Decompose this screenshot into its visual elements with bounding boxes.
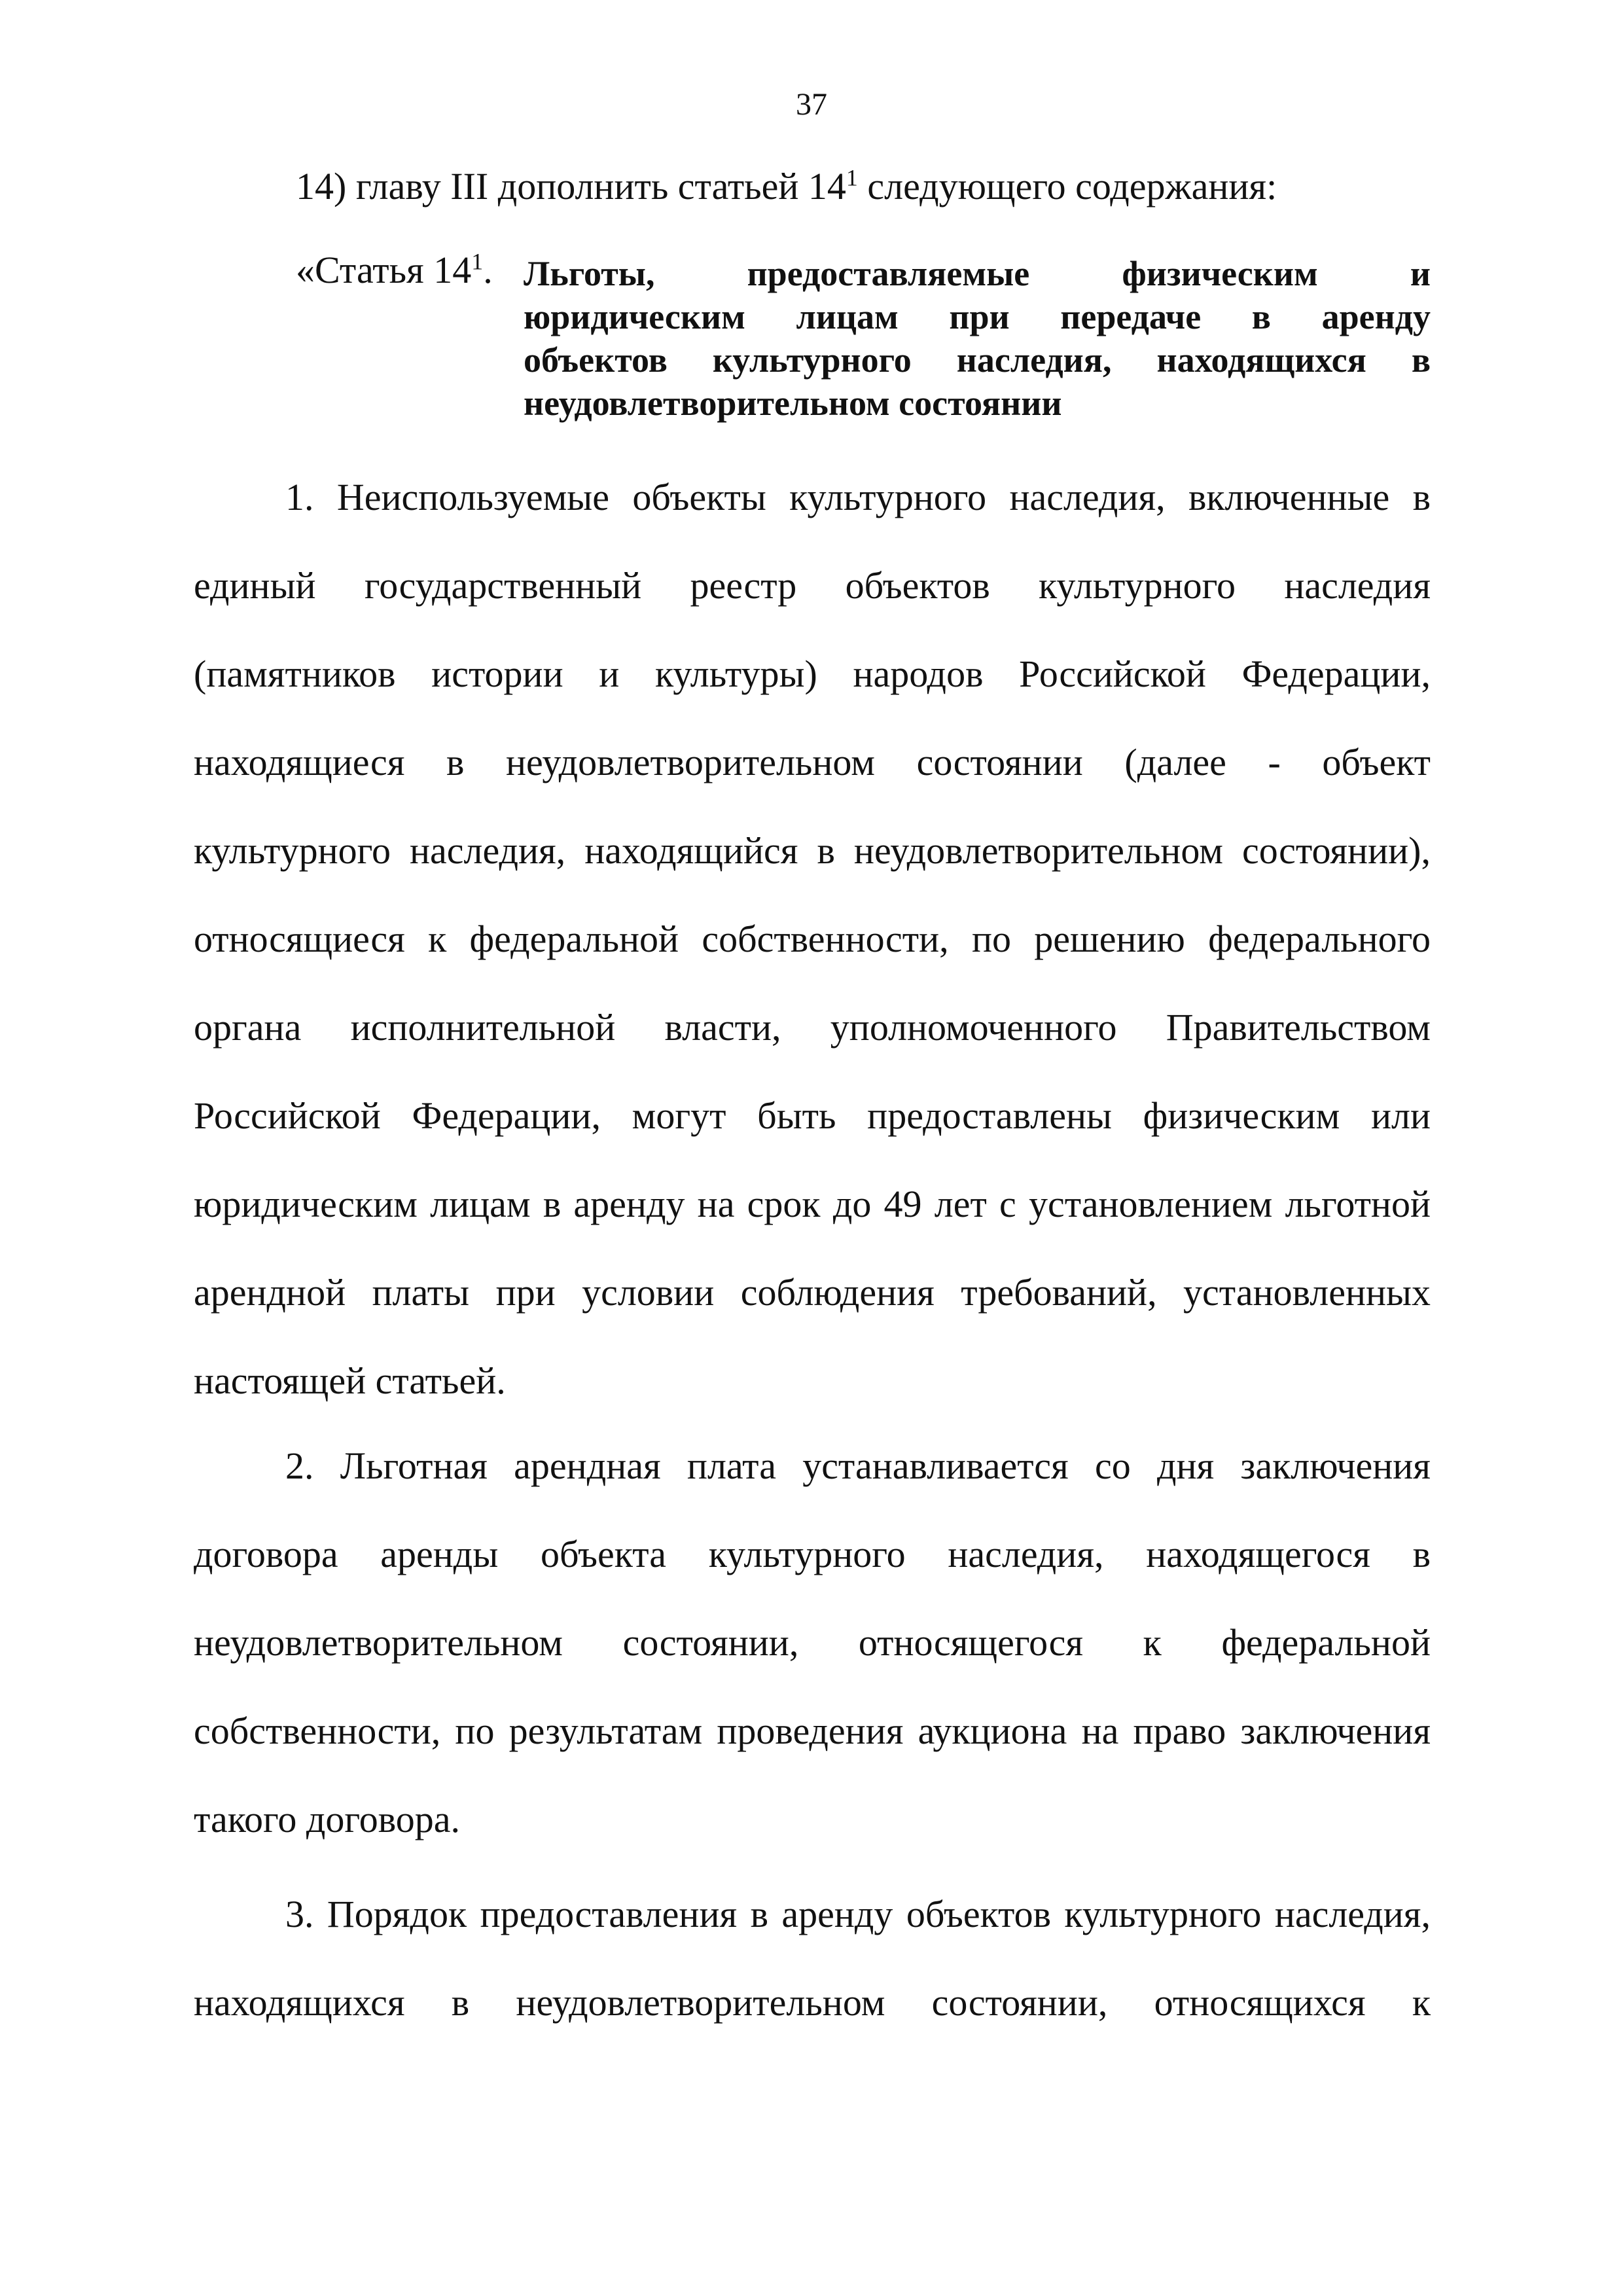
amendment-intro-prefix: 14) главу III дополнить статьей 14 [296,165,846,207]
amendment-intro [296,164,1277,209]
article-title-line: неудовлетворительном состоянии [524,384,1062,423]
paragraph-line: неудовлетворительном состоянии, относящегося к федеральной [194,1621,1431,1664]
article-title-line: объектов культурного наследия, находящихся в [524,340,1431,380]
article-title-line: юридическим лицам при передаче в аренду [524,297,1431,336]
paragraph-line: Российской Федерации, могут быть предоставлены физическим или [194,1094,1431,1137]
paragraph-line: культурного наследия, находящийся в неудовлетворительном состоянии), [194,829,1431,872]
paragraph-line: относящиеся к федеральной собственности, по решению федерального [194,918,1431,960]
paragraph-line: настоящей статьей. [194,1359,506,1402]
paragraph-line: арендной платы при условии соблюдения требований, установленных [194,1271,1431,1314]
paragraph-3 [194,1892,1431,2068]
paragraph-line: такого договора. [194,1798,460,1840]
paragraph-2 [194,1443,1431,1885]
paragraph-line: юридическим лицам в аренду на срок до 49 лет с установлением льготной [194,1183,1431,1225]
paragraph-line: органа исполнительной власти, уполномоченного Правительством [194,1006,1431,1049]
amendment-intro-suffix: следующего содержания: [857,165,1277,207]
paragraph-line: договора аренды объекта культурного наследия, находящегося в [194,1533,1431,1575]
paragraph-line: 2. Льготная арендная плата устанавливается со дня заключения [285,1444,1431,1487]
paragraph-line: собственности, по результатам проведения аукциона на право заключения [194,1710,1431,1752]
amendment-intro-superscript: 1 [846,164,858,191]
paragraph-line: единый государственный реестр объектов культурного наследия [194,564,1431,607]
paragraph-1 [194,475,1431,1446]
article-label [296,247,493,293]
paragraph-line: 3. Порядок предоставления в аренду объектов культурного наследия, [285,1893,1431,1935]
article-label-prefix: «Статья 14 [296,249,472,291]
article-label-suffix: . [483,249,493,291]
page-number: 37 [796,87,827,122]
paragraph-line: 1. Неиспользуемые объекты культурного наследия, включенные в [285,476,1431,518]
article-title [524,252,1431,425]
article-label-superscript: 1 [471,248,484,275]
paragraph-line: находящихся в неудовлетворительном состоянии, относящихся к [194,1981,1431,2024]
paragraph-line: находящиеся в неудовлетворительном состоянии (далее - объект [194,741,1431,783]
article-title-line: Льготы, предоставляемые физическим и [524,254,1431,293]
paragraph-line: (памятников истории и культуры) народов Российской Федерации, [194,653,1431,695]
